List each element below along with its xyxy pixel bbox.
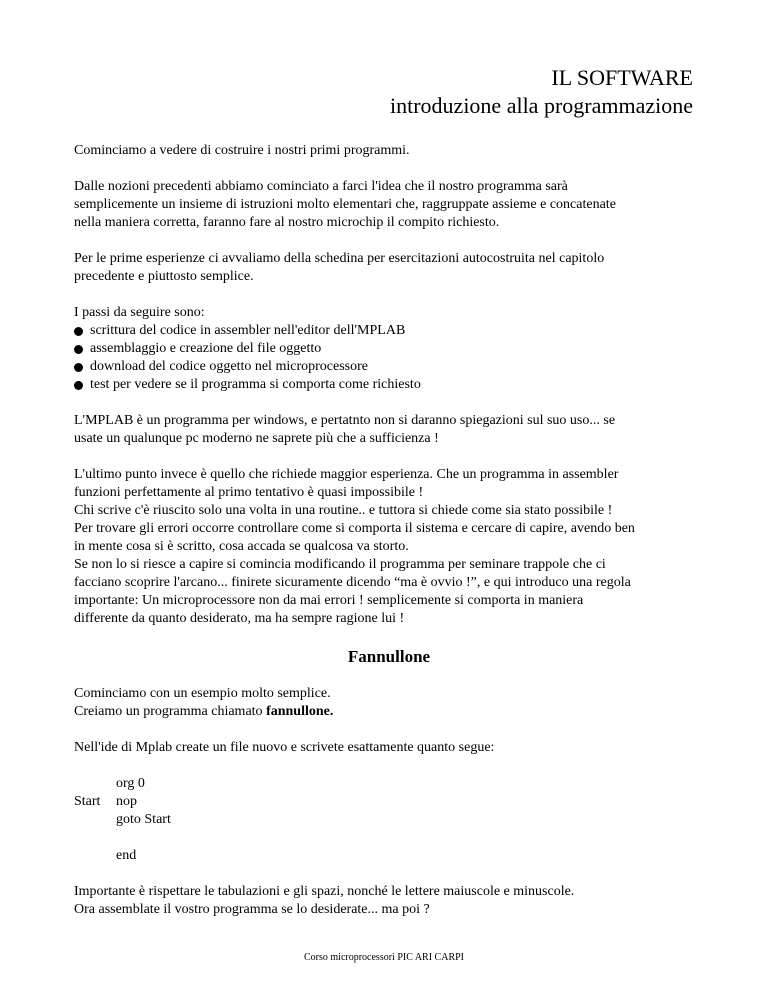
- code-line: [74, 847, 704, 865]
- bullet-icon: [74, 381, 83, 390]
- code-text: end: [116, 848, 137, 863]
- list-item: [74, 376, 704, 394]
- text-line: Dalle nozioni precedenti abbiamo cominciato a farci l'idea che il nostro programma sarà: [74, 179, 568, 194]
- program-name: fannullone.: [266, 704, 334, 719]
- paragraph-mplab: [74, 412, 704, 448]
- paragraph-intro: [74, 142, 704, 160]
- text-line: Per le prime esperienze ci avvaliamo della schedina per esercitazioni autocostruita nel capitolo: [74, 251, 605, 266]
- steps-intro: I passi da seguire sono:: [74, 305, 205, 320]
- text-line: Se non lo si riesce a capire si comincia modificando il programma per seminare trappole che ci: [74, 557, 606, 572]
- text-line: importante: Un microprocessore non da mai errori ! semplicemente si comporta in maniera: [74, 593, 584, 608]
- paragraph-notions: [74, 178, 704, 232]
- code-line: [74, 793, 704, 811]
- code-line: [74, 775, 704, 793]
- text-line: facciano scoprire l'arcano... finirete sicuramente dicendo “ma è ovvio !”, e qui introduco una regola: [74, 575, 631, 590]
- list-item-text: test per vedere se il programma si comporta come richiesto: [90, 377, 421, 392]
- list-item-text: scrittura del codice in assembler nell'editor dell'MPLAB: [90, 323, 406, 338]
- text-line: in mente cosa si è scritto, cosa accada se qualcosa va storto.: [74, 539, 409, 554]
- bullet-icon: [74, 363, 83, 372]
- code-line: [74, 811, 704, 829]
- text-line: nella maniera corretta, faranno fare al nostro microchip il compito richiesto.: [74, 215, 500, 230]
- bullet-icon: [74, 345, 83, 354]
- paragraph-steps: [74, 304, 704, 322]
- text-line: semplicemente un insieme di istruzioni molto elementari che, raggruppate assieme e concatenate: [74, 197, 616, 212]
- text-line: Importante è rispettare le tabulazioni e gli spazi, nonché le lettere maiuscole e minuscole.: [74, 884, 575, 899]
- text-line: Per trovare gli errori occorre controllare come si comporta il sistema e cercare di capire, avendo ben: [74, 521, 635, 536]
- code-text: org 0: [116, 776, 145, 791]
- document-body: [74, 142, 704, 937]
- text-line: funzioni perfettamente al primo tentativo è quasi impossibile !: [74, 485, 424, 500]
- code-text: goto Start: [116, 812, 171, 827]
- code-label: Start: [74, 794, 101, 809]
- section-heading: Fannullone: [347, 647, 431, 666]
- paragraph-ide: [74, 739, 704, 757]
- text-line: Creiamo un programma chiamato: [74, 704, 267, 719]
- paragraph-example-intro: [74, 685, 704, 721]
- text-line: Chi scrive c'è riuscito solo una volta in una routine.. e tuttora si chiede come sia stato possibile !: [74, 503, 613, 518]
- code-blank-line: [74, 829, 704, 847]
- list-item-text: download del codice oggetto nel microprocessore: [90, 359, 368, 374]
- list-item-text: assemblaggio e creazione del file oggetto: [90, 341, 322, 356]
- title-block: [390, 64, 693, 120]
- paragraph-debugging: [74, 466, 704, 628]
- steps-list: [74, 322, 704, 394]
- text-line: precedente e piuttosto semplice.: [74, 269, 254, 284]
- text-line: usate un qualunque pc moderno ne saprete più che a sufficienza !: [74, 431, 439, 446]
- text-line: Cominciamo con un esempio molto semplice.: [74, 686, 331, 701]
- text-line: L'ultimo punto invece è quello che richiede maggior esperienza. Che un programma in assembler: [74, 467, 619, 482]
- bullet-icon: [74, 327, 83, 336]
- list-item: [74, 358, 704, 376]
- page-subtitle: introduzione alla programmazione: [390, 93, 693, 118]
- list-item: [74, 322, 704, 340]
- text-line: differente da quanto desiderato, ma ha sempre ragione lui !: [74, 611, 405, 626]
- page-title: IL SOFTWARE: [551, 65, 693, 90]
- code-text: nop: [116, 794, 137, 809]
- text-line: L'MPLAB è un programma per windows, e pertatnto non si daranno spiegazioni sul suo uso... se: [74, 413, 616, 428]
- text-line: Nell'ide di Mplab create un file nuovo e scrivete esattamente quanto segue:: [74, 740, 495, 755]
- page-footer: Corso microprocessori PIC ARI CARPI: [304, 952, 464, 963]
- paragraph-after-code: [74, 883, 704, 919]
- text-line: Ora assemblate il vostro programma se lo desiderate... ma poi ?: [74, 902, 430, 917]
- paragraph-experiences: [74, 250, 704, 286]
- code-block: [74, 775, 704, 865]
- list-item: [74, 340, 704, 358]
- text-line: Cominciamo a vedere di costruire i nostri primi programmi.: [74, 143, 410, 158]
